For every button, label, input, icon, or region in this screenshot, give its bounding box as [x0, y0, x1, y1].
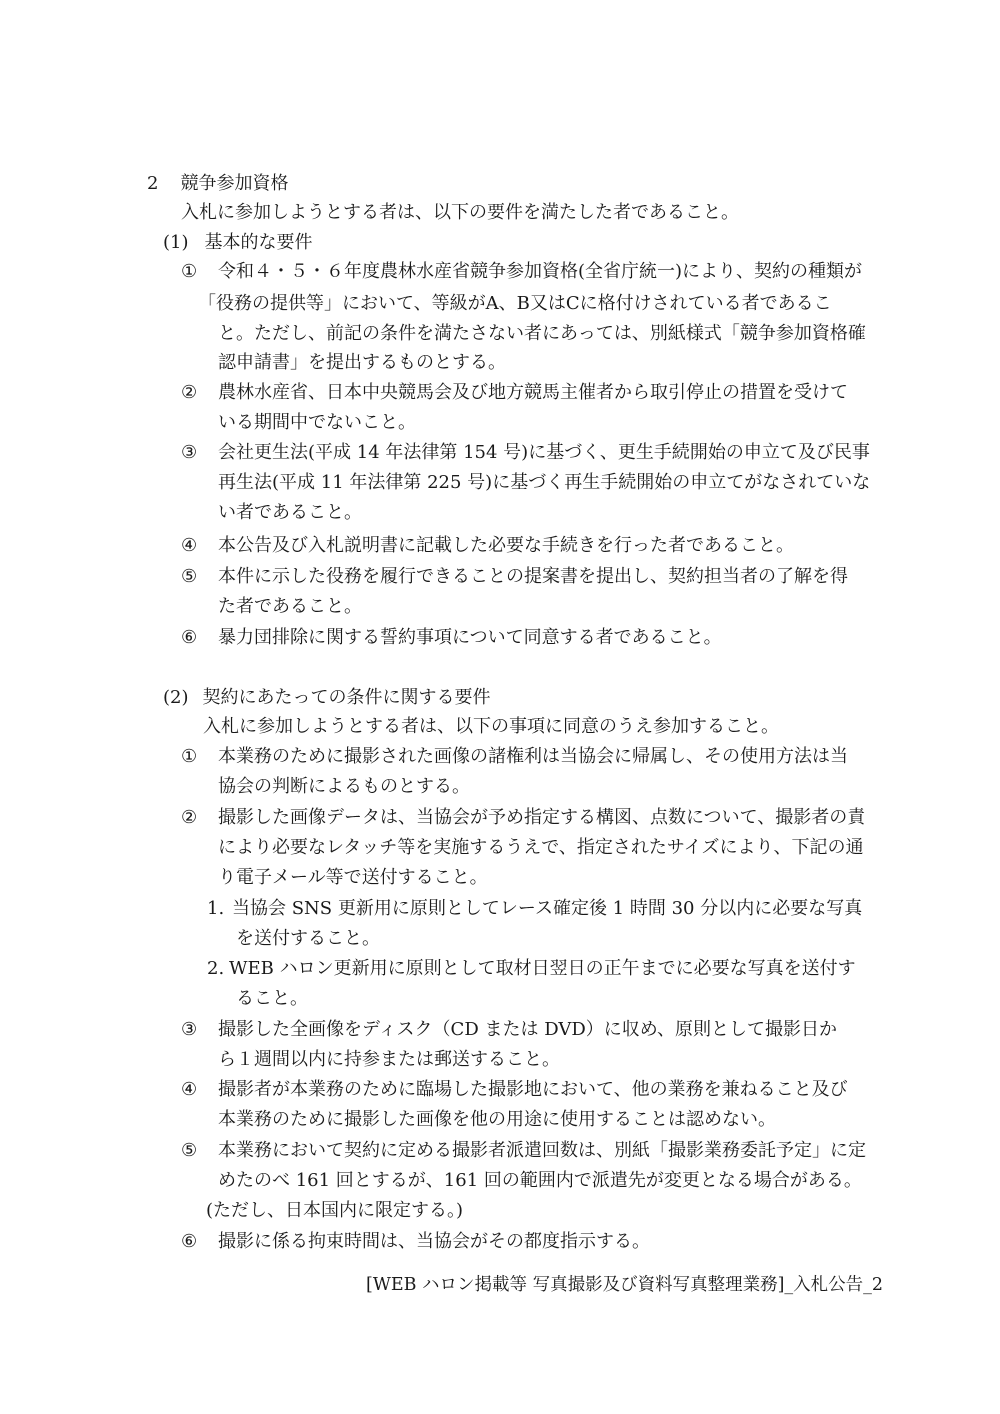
list-item-text: 再生法(平成 11 年法律第 225 号)に基づく再生手続開始の申立てがなされていな — [218, 472, 871, 493]
list-item-mark: ① — [181, 261, 198, 282]
subsection-1-heading — [163, 231, 313, 255]
list-item-text: (ただし、日本国内に限定する。) — [206, 1200, 464, 1221]
list-item-text: ら１週間以内に持参または郵送すること。 — [218, 1049, 560, 1070]
list-item-text: と。ただし、前記の条件を満たさない者にあっては、別紙様式「競争参加資格確 — [218, 323, 866, 344]
subsection-1-title: 基本的な要件 — [204, 232, 313, 253]
section-title: 競争参加資格 — [180, 173, 289, 194]
list-item-text: 撮影に係る拘束時間は、当協会がその都度指示する。 — [218, 1231, 650, 1252]
numbered-item-mark: 2. — [207, 958, 225, 979]
list-item-text: により必要なレタッチ等を実施するうえで、指定されたサイズにより、下記の通 — [218, 837, 864, 858]
list-item-text: 暴力団排除に関する誓約事項について同意する者であること。 — [218, 627, 722, 648]
subsection-2-intro: 入札に参加しようとする者は、以下の事項に同意のうえ参加すること。 — [203, 716, 779, 737]
list-item-mark: ④ — [181, 1079, 198, 1100]
list-item-text: い者であること。 — [218, 502, 362, 523]
numbered-item-mark: 1. — [207, 898, 225, 919]
list-item-mark: ① — [181, 746, 198, 767]
numbered-item-text: 当協会 SNS 更新用に原則としてレース確定後 1 時間 30 分以内に必要な写真 — [232, 898, 863, 919]
list-item-mark: ② — [181, 382, 198, 403]
list-item-text: 本業務のために撮影した画像を他の用途に使用することは認めない。 — [218, 1109, 776, 1130]
list-item-mark: ⑥ — [181, 627, 198, 648]
list-item-text: 認申請書」を提出するものとする。 — [218, 352, 506, 373]
list-item-text: 本業務のために撮影された画像の諸権利は当協会に帰属し、その使用方法は当 — [218, 746, 848, 767]
list-item-mark: ② — [181, 807, 198, 828]
subsection-1-number: (1) — [163, 232, 189, 253]
subsection-2-number: (2) — [163, 687, 189, 708]
list-item-text: り電子メール等で送付すること。 — [218, 867, 488, 888]
list-item-text: 本公告及び入札説明書に記載した必要な手続きを行った者であること。 — [218, 535, 794, 556]
list-item-text: 令和４・５・６年度農林水産省競争参加資格(全省庁統一)により、契約の種類が — [218, 261, 863, 282]
numbered-item-text: WEB ハロン更新用に原則として取材日翌日の正午までに必要な写真を送付す — [229, 958, 856, 979]
list-item-text: 協会の判断によるものとする。 — [218, 776, 470, 797]
list-item-mark: ③ — [181, 1019, 198, 1040]
list-item-text: いる期間中でないこと。 — [218, 412, 416, 433]
section-heading — [147, 172, 288, 196]
section-number: 2 — [147, 173, 159, 194]
numbered-item-text: を送付すること。 — [236, 928, 380, 949]
list-item-text: 会社更生法(平成 14 年法律第 154 号)に基づく、更生手続開始の申立て及び民事 — [218, 442, 870, 463]
subsection-2-heading — [163, 686, 491, 710]
list-item-mark: ⑥ — [181, 1231, 198, 1252]
list-item-text: 農林水産省、日本中央競馬会及び地方競馬主催者から取引停止の措置を受けて — [218, 382, 848, 403]
list-item-text: た者であること。 — [218, 596, 362, 617]
page-footer: [WEB ハロン掲載等 写真撮影及び資料写真整理業務]_入札公告_2 — [366, 1275, 884, 1295]
section-intro: 入札に参加しようとする者は、以下の要件を満たした者であること。 — [181, 202, 739, 223]
list-item-mark: ⑤ — [181, 1140, 198, 1161]
list-item-mark: ④ — [181, 535, 198, 556]
list-item-text: 本業務において契約に定める撮影者派遣回数は、別紙「撮影業務委託予定」に定 — [218, 1140, 866, 1161]
list-item-text: 「役務の提供等」において、等級がA、B又はCに格付けされている者であるこ — [198, 293, 832, 314]
list-item-text: 撮影した全画像をディスク（CD または DVD）に収め、原則として撮影日か — [218, 1019, 838, 1040]
list-item-mark: ⑤ — [181, 566, 198, 587]
list-item-text: 本件に示した役務を履行できることの提案書を提出し、契約担当者の了解を得 — [218, 566, 848, 587]
list-item-mark: ③ — [181, 442, 198, 463]
list-item-text: めたのべ 161 回とするが、161 回の範囲内で派遣先が変更となる場合がある。 — [218, 1170, 862, 1191]
numbered-item-text: ること。 — [236, 988, 308, 1009]
list-item-text: 撮影した画像データは、当協会が予め指定する構図、点数について、撮影者の責 — [218, 807, 866, 828]
list-item-text: 撮影者が本業務のために臨場した撮影地において、他の業務を兼ねること及び — [218, 1079, 848, 1100]
subsection-2-title: 契約にあたっての条件に関する要件 — [202, 687, 491, 708]
